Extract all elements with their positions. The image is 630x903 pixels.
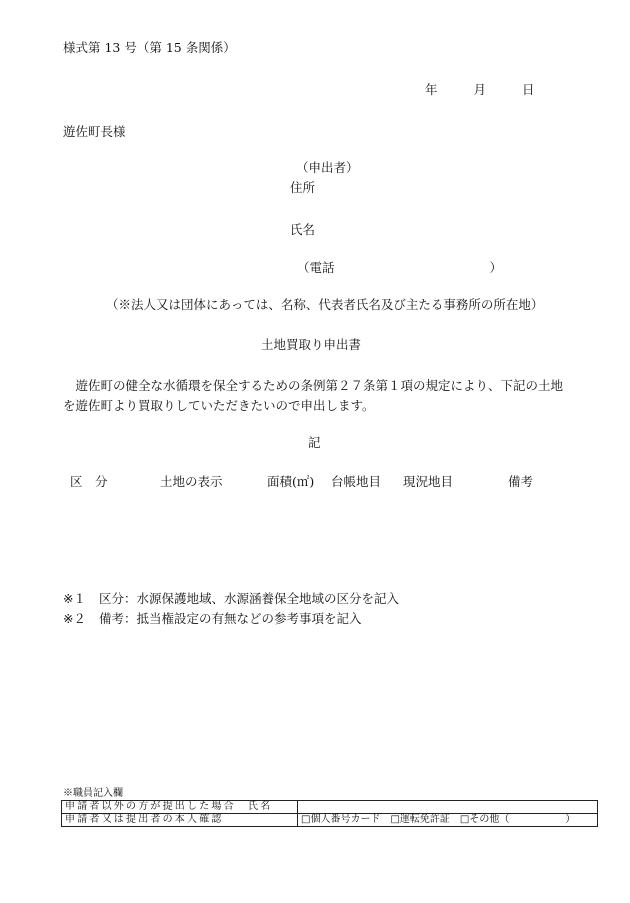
note-2-mark: ※２	[63, 611, 86, 626]
note-1	[63, 591, 399, 606]
ki-heading: 記	[308, 435, 321, 450]
date-day: 日	[521, 82, 535, 97]
option-other-close: ）	[565, 814, 576, 825]
applicant-label: （申出者）	[296, 160, 359, 175]
header-current-category: 現況地目	[403, 474, 454, 489]
date-year: 年	[425, 82, 438, 97]
note-2-text: 備考：抵当権設定の有無などの参考事項を記入	[99, 611, 362, 626]
note-1-text: 区分：水源保護地域、水源涵養保全地域の区分を記入	[99, 591, 400, 606]
staff-heading: ※職員記入欄	[63, 788, 123, 799]
date-line	[425, 82, 534, 97]
addressee: 遊佐町長様	[63, 124, 126, 139]
date-month: 月	[473, 82, 486, 97]
address-label: 住所	[290, 180, 316, 195]
staff-row-2-label: 申請者又は提出者の本人確認	[62, 814, 298, 827]
option-my-number-card[interactable]: □個人番号カード	[301, 814, 381, 825]
body-text: 遊佐町の健全な水循環を保全するための条例第２７条第１項の規定により、下記の土地を遊佐町より買取りしていただきたいので申出します。	[63, 378, 564, 413]
option-other[interactable]: □その他（	[459, 814, 510, 825]
header-register-category: 台帳地目	[331, 474, 382, 489]
staff-row-2	[62, 814, 598, 827]
staff-row-2-value	[298, 814, 598, 827]
header-area: 面積(㎡)	[267, 474, 315, 489]
phone-open: （電話	[297, 260, 335, 275]
document-title: 土地買取り申出書	[261, 337, 362, 352]
header-remarks: 備考	[508, 474, 534, 489]
staff-table	[61, 800, 598, 827]
staff-row-1-label: 申請者以外の方が提出した場合 氏名	[62, 801, 298, 814]
form-number: 様式第 13 号（第 15 条関係）	[63, 40, 236, 55]
note-2	[63, 611, 362, 626]
header-land-display: 土地の表示	[160, 474, 223, 489]
option-drivers-license[interactable]: □運転免許証	[390, 814, 450, 825]
header-kubun: 区 分	[70, 474, 108, 489]
corporate-note: （※法人又は団体にあっては、名称、代表者氏名及び主たる事務所の所在地）	[106, 297, 544, 312]
phone-line	[297, 260, 502, 275]
staff-row-1-value[interactable]	[298, 801, 598, 814]
name-label: 氏名	[290, 222, 316, 237]
phone-close: ）	[489, 260, 503, 275]
staff-row-1	[62, 801, 598, 814]
note-1-mark: ※１	[63, 591, 86, 606]
